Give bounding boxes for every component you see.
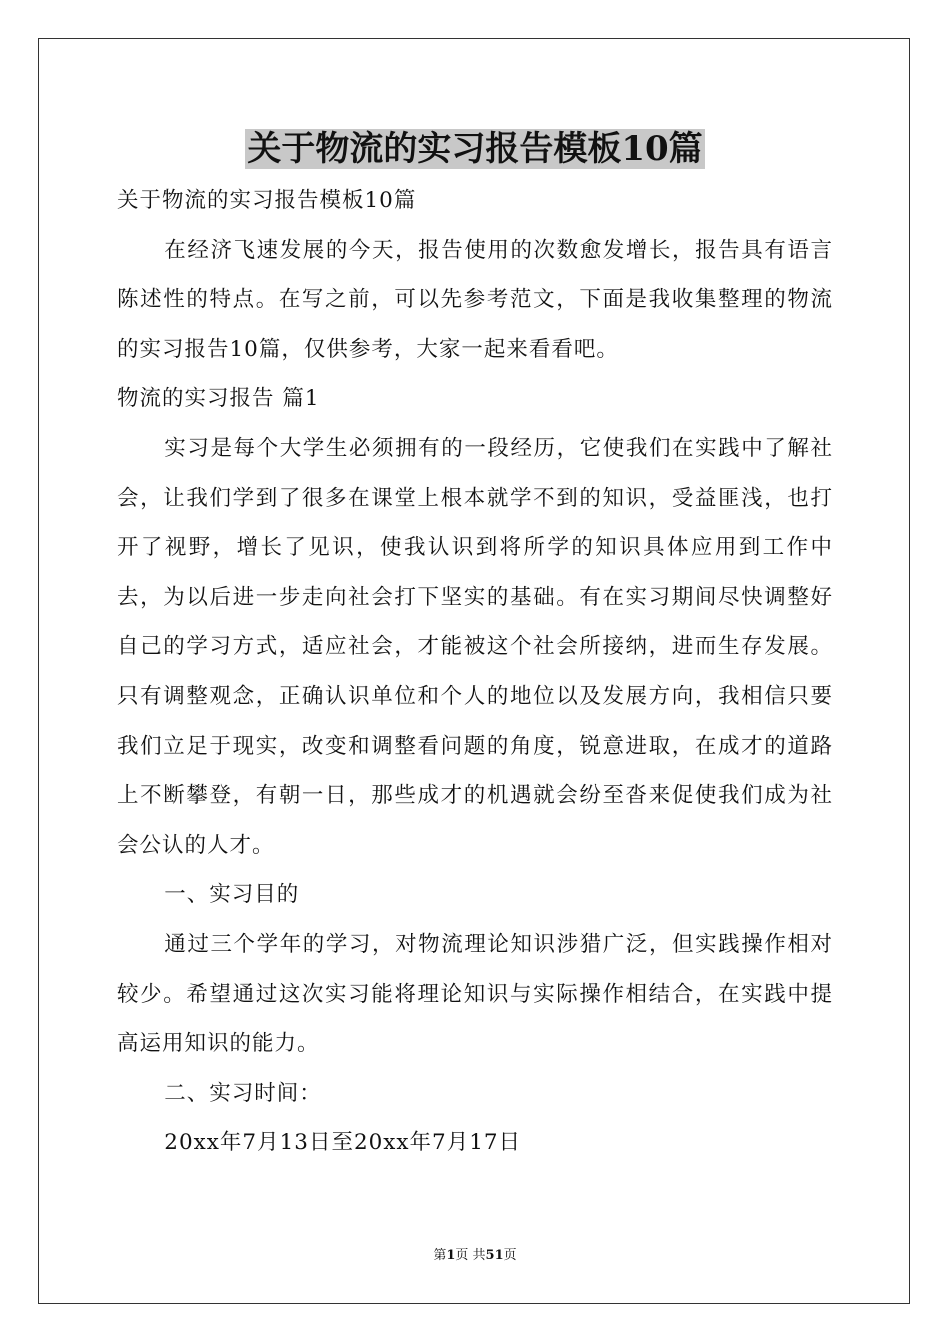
- document-title: [0, 124, 950, 174]
- page-footer: [0, 1247, 950, 1265]
- document-title-text: 关于物流的实习报告模板10篇: [247, 129, 703, 169]
- footer-current-page: 1: [446, 1248, 456, 1263]
- body-paragraph: 实习是每个大学生必须拥有的一段经历，它使我们在实践中了解社会，让我们学到了很多在课堂上根本就学不到的知识，受益匪浅，也打开了视野，增长了见识，使我认识到将所学的知识具体应用到工作中去，为以后进一步走向社会打下坚实的基础。有在实习期间尽快调整好自己的学习方式，适应社会，才能被这个社会所接纳，进而生存发展。只有调整观念，正确认识单位和个人的地位以及发展方向，我相信只要我们立足于现实，改变和调整看问题的角度，锐意进取，在成才的道路上不断攀登，有朝一日，那些成才的机遇就会纷至沓来促使我们成为社会公认的人才。: [117, 435, 833, 858]
- intro-paragraph: 在经济飞速发展的今天，报告使用的次数愈发增长，报告具有语言陈述性的特点。在写之前，可以先参考范文，下面是我收集整理的物流的实习报告10篇，仅供参考，大家一起来看看吧。: [117, 237, 833, 362]
- time-heading: 二、实习时间：: [164, 1080, 322, 1106]
- time-paragraph: 20xx年7月13日至20xx年7月17日: [164, 1130, 522, 1156]
- footer-suffix: 页: [503, 1248, 517, 1263]
- section-heading: 物流的实习报告 篇1: [117, 386, 320, 412]
- purpose-paragraph: 通过三个学年的学习，对物流理论知识涉猎广泛，但实践操作相对较少。希望通过这次实习能将理论知识与实际操作相结合，在实践中提高运用知识的能力。: [117, 931, 833, 1057]
- footer-total-pages: 51: [485, 1248, 504, 1263]
- footer-prefix: 第: [433, 1248, 447, 1263]
- footer-mid: 页 共: [455, 1248, 486, 1263]
- document-subtitle: 关于物流的实习报告模板10篇: [117, 188, 417, 213]
- document-body: [117, 176, 833, 1168]
- purpose-heading: 一、实习目的: [164, 882, 300, 908]
